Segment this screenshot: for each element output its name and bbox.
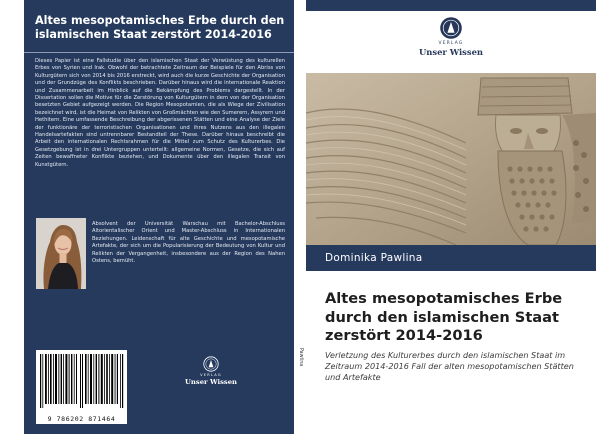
front-title-line-2: durch den islamischen Staat	[325, 308, 559, 326]
isbn-barcode	[36, 350, 127, 424]
spine-author: Pawlina	[298, 348, 303, 367]
publisher-verlag-label: VERLAG	[438, 41, 464, 46]
cover-relief-image	[306, 73, 596, 245]
back-cover-blurb: Dieses Papier ist eine Fallstudie über den islamischen Staat der Verwüstung des kulturellen Erbes von Syrien und Irak. Obwohl der betrachtete Zeitraum der Beispiele für den Abriss von Kulturgütern sich von 2014 bis 2016 erstreckt, wird auch die kurze Geschichte der Organisation und der Grundzüge des Konflikts beschrieben. Darüber hinaus wird die internationale Reaktion und Zusammenarbeit im Hinblick auf die Bekämpfung des Problems dargestellt. In der Dissertation sollen die Motive für die Zerstörung von Kulturgütern in dem von der Organisation besetzten Gebiet aufgezeigt werden. Die Region Mesopotamien, die als Wiege der Zivilisation bezeichnet wird, ist die Heimat von Relikten von Großmächten wie den Sumerern, Assyrern und Hethitern. Eine umfassende Beschreibung der abgerissenen Stätten und eine Analyse der Ziele der funktionäre der terroristischen Organisationen und ihres Nutzens aus den illegalen Handelsartefakten sind untrennbarer Bestandteil der These. Darüber hinaus beschreibt die Arbeit den internationalen Rechtsrahmen für die Mittel zum Schutz des Kulturerbes. Die Gesetzgebung ist in drei Untergruppen unterteilt: allgemeine Normen, Gesetze, die sich auf Zeiten bewaffneter Konflikte beziehen, und Dokumente über den illegalen Transit von Kunstgütern.	[35, 58, 285, 168]
front-cover	[306, 0, 596, 434]
back-cover-divider	[24, 52, 294, 53]
front-publisher-logo	[411, 16, 491, 57]
author-bio: Absolvent der Universität Warschau mit Bachelor-Abschluss Altorientalischer Orient und Master-Abschluss in Internationalen Beziehungen. Leidenschaft für alte Geschichte und mesopotamische Artefakte, der sich um die Popularisierung der Bedeutung von Kultur und Relikten der Vergangenheit, insbesondere aus der Region des Nahen Ostens, bemüht.	[92, 221, 285, 265]
front-author-name: Dominika Pawlina	[325, 252, 423, 264]
back-publisher-logo	[181, 356, 241, 386]
publisher-verlag-label: VERLAG	[200, 373, 222, 377]
publisher-emblem-icon	[203, 356, 219, 372]
back-title-line-2: islamischen Staat zerstört 2014-2016	[35, 28, 272, 41]
publisher-name: Unser Wissen	[418, 47, 484, 57]
isbn-number: 9 786202 871464	[47, 415, 116, 423]
barcode-bars	[36, 350, 127, 412]
front-cover-subtitle: Verletzung des Kulturerbes durch den islamischen Staat im Zeitraum 2014-2016 Fall der alten mesopotamischen Stätten und Artefakte	[325, 350, 574, 382]
front-cover-title	[325, 290, 590, 346]
back-cover-title	[35, 14, 285, 42]
front-top-bar	[306, 0, 596, 11]
back-title-line-1: Altes mesopotamisches Erbe durch den	[35, 14, 285, 27]
front-title-line-1: Altes mesopotamisches Erbe	[325, 290, 563, 307]
author-portrait-image	[36, 218, 86, 289]
author-photo	[36, 218, 86, 289]
front-title-line-3: zerstört 2014-2016	[325, 327, 483, 344]
publisher-emblem-icon	[439, 16, 463, 40]
back-cover	[24, 0, 294, 434]
author-band	[306, 245, 596, 271]
publisher-name: Unser Wissen	[185, 378, 237, 386]
assyrian-relief-illustration	[306, 73, 596, 245]
